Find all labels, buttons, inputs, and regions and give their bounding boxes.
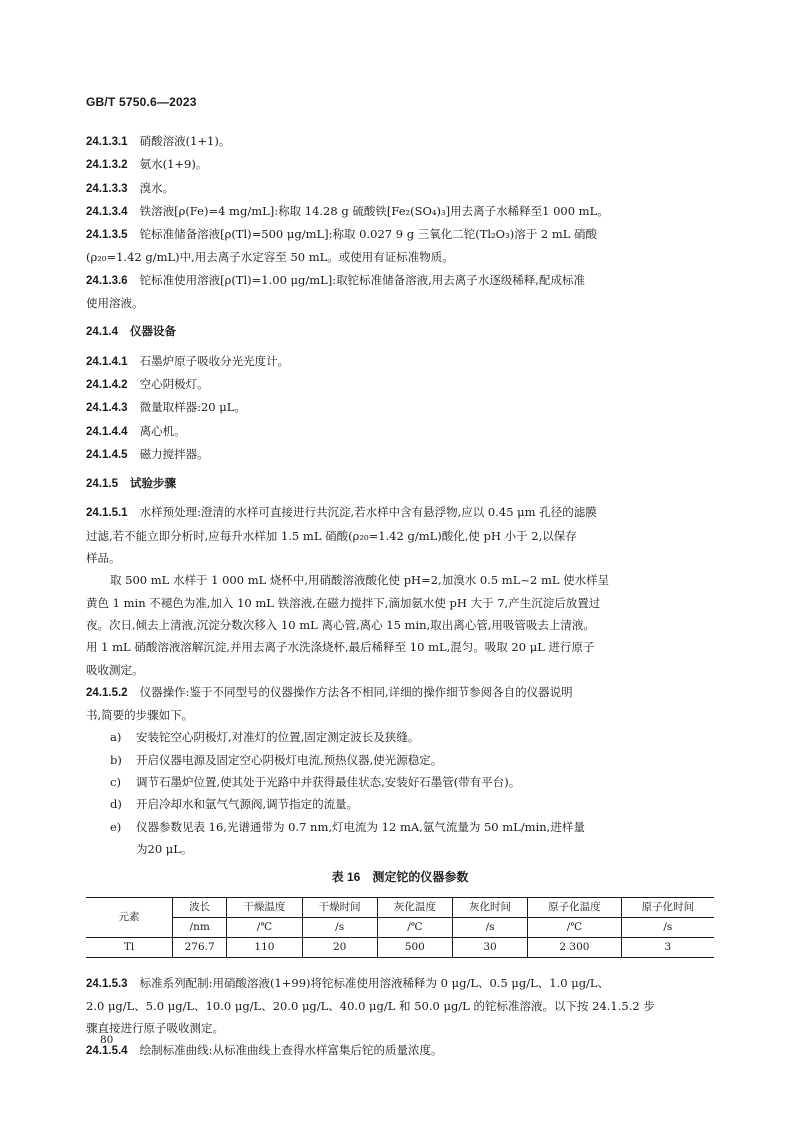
clause-24-1-3-6 [86,269,714,292]
clause-text: 氨水(1+9)。 [139,157,208,172]
table-cell: 500 [377,937,452,957]
step-text: 调节石墨炉位置,使其处于光路中并获得最佳状态,安装好石墨管(带有平台)。 [136,775,521,790]
step-c [86,771,714,793]
clause-number: 24.1.3.3 [86,182,128,195]
clause-number: 24.1.5.2 [86,686,128,699]
table-caption: 表 16 测定铊的仪器参数 [331,870,469,885]
column-unit: /℃ [528,917,622,937]
step-e [86,816,714,838]
document-body [86,130,714,1063]
clause-24-1-3-2 [86,153,714,176]
column-header: 灰化时间 [452,897,527,917]
clause-text: 石墨炉原子吸收分光光度计。 [139,353,290,368]
post-table-clauses [86,972,714,1063]
clause-number: 24.1.3.6 [86,274,128,287]
column-header: 波长 [173,897,227,917]
paragraph-line: 水样预处理:澄清的水样可直接进行共沉淀,若水样中含有悬浮物,应以 0.45 μm 孔径的滤膜 [139,505,597,520]
step-b [86,749,714,771]
step-label: a) [110,730,122,745]
column-unit: /℃ [377,917,452,937]
step-a [86,726,714,748]
table-cell: 2 300 [528,937,622,957]
column-header: 灰化温度 [377,897,452,917]
clause-number: 24.1.5.1 [86,507,128,520]
document-code-header: GB/T 5750.6—2023 [86,95,197,109]
table-cell: 3 [621,937,714,957]
clause-number: 24.1.5.3 [86,977,128,990]
column-header: 干燥时间 [302,897,377,917]
table-cell: Tl [86,937,173,957]
clause-number: 24.1.4.5 [86,448,128,461]
clause-text: 铊标准储备溶液[ρ(Tl)=500 μg/mL]:称取 0.027 9 g 三氧化二铊(Tl₂O₃)溶于 2 mL 硝酸 [139,227,598,242]
clause-text: 微量取样器:20 μL。 [139,400,246,415]
column-header: 原子化时间 [621,897,714,917]
paragraph-line: 仪器操作:鉴于不同型号的仪器操作方法各不相同,详细的操作细节参阅各自的仪器说明 [139,684,573,699]
column-unit: /s [302,917,377,937]
table-cell: 110 [227,937,302,957]
clause-text: 铁溶液[ρ(Fe)=4 mg/mL]:称取 14.28 g 硫酸铁[Fe₂(SO₄)₃]用去离子水稀释至1 000 mL。 [139,203,609,218]
paragraph-line: 过滤,若不能立即分析时,应每升水样加 1.5 mL 硝酸(ρ₂₀=1.42 g/mL)酸化,使 pH 小于 2,以保存 [86,528,577,543]
column-header-element: 元素 [86,897,173,937]
step-label: d) [110,797,122,812]
step-text: 开启仪器电源及固定空心阴极灯电流,预热仪器,使光源稳定。 [136,752,443,767]
clause-number: 24.1.3.2 [86,159,128,172]
clause-24-1-4-2 [86,373,714,396]
step-continuation: 为20 μL。 [136,841,193,856]
table-row [86,937,714,957]
step-label: c) [110,775,121,790]
paragraph-line: 标准系列配制:用硝酸溶液(1+99)将铊标准使用溶液稀释为 0 μg/L、0.5 μg/L、1.0 μg/L、 [139,975,610,990]
clause-text: 磁力搅拌器。 [139,446,209,461]
table-header-row-units [86,917,714,937]
column-unit: /nm [173,917,227,937]
table-header-row-names [86,897,714,917]
column-unit: /℃ [227,917,302,937]
procedure-body [86,501,714,860]
step-label: e) [110,819,122,834]
paragraph-line: 2.0 μg/L、5.0 μg/L、10.0 μg/L、20.0 μg/L、40.0 μg/L 和 50.0 μg/L 的铊标准溶液。以下按 24.1.5.2 步 [86,998,655,1013]
clause-24-1-3-5 [86,223,714,246]
section-heading-procedure [86,472,714,495]
paragraph-line: 吸收测定。 [86,662,144,677]
clause-number: 24.1.3.1 [86,136,128,148]
clause-24-1-3-3 [86,177,714,200]
section-number: 24.1.4 [86,326,118,339]
clause-number: 24.1.3.4 [86,205,128,218]
clause-24-1-4-5 [86,443,714,466]
step-text: 开启冷却水和氩气气源阀,调节指定的流量。 [136,797,359,812]
paragraph-line: 用 1 mL 硝酸溶液溶解沉淀,并用去离子水洗涤烧杯,最后稀释至 10 mL,混匀。吸取 20 μL 进行原子 [86,640,595,655]
clause-number: 24.1.5.4 [86,1045,128,1058]
clause-24-1-3-1 [86,130,714,153]
clause-24-1-5-4 [86,1039,714,1062]
clause-text: 空心阴极灯。 [139,376,209,391]
paragraph-line: 样品。 [86,551,121,566]
clause-text: 铊标准使用溶液[ρ(Tl)=1.00 μg/mL]:取铊标准储备溶液,用去离子水逐级稀释,配成标准 [139,272,585,287]
clause-24-1-5-1 [86,501,714,524]
reagents-list [86,130,714,314]
clause-24-1-4-1 [86,350,714,373]
section-number: 24.1.5 [86,478,118,491]
clause-text: 离心机。 [139,423,186,438]
page-number: 80 [100,1034,114,1046]
paragraph-line: 取 500 mL 水样于 1 000 mL 烧杯中,用硝酸溶液酸化使 pH=2,加溴水 0.5 mL~2 mL 使水样呈 [110,573,610,588]
table-cell: 276.7 [173,937,227,957]
paragraph-line: 绘制标准曲线:从标准曲线上查得水样富集后铊的质量浓度。 [139,1043,443,1058]
clause-text: 硝酸溶液(1+1)。 [139,134,231,148]
paragraph-line: 黄色 1 min 不褪色为准,加入 10 mL 铁溶液,在磁力搅拌下,滴加氨水使 pH 大于 7,产生沉淀后放置过 [86,595,601,610]
clause-24-1-5-2 [86,681,714,704]
clause-24-1-4-3 [86,396,714,419]
clause-number: 24.1.4.1 [86,355,128,368]
clause-number: 24.1.4.2 [86,378,128,391]
table-cell: 20 [302,937,377,957]
clause-text: 溴水。 [139,180,175,195]
step-d [86,793,714,815]
clause-continuation: (ρ₂₀=1.42 g/mL)中,用去离子水定容至 50 mL。或使用有证标准物质。 [86,250,454,265]
step-text: 安装铊空心阴极灯,对准灯的位置,固定测定波长及狭缝。 [136,730,420,745]
paragraph-line: 书,简要的步骤如下。 [86,708,194,723]
table-cell: 30 [452,937,527,957]
clause-continuation: 使用溶液。 [86,296,144,311]
clause-number: 24.1.4.4 [86,425,128,438]
instrument-parameters-table [86,897,714,958]
step-label: b) [110,752,122,767]
clause-24-1-4-4 [86,420,714,443]
clause-number: 24.1.4.3 [86,402,128,415]
column-unit: /s [621,917,714,937]
column-header: 原子化温度 [528,897,622,917]
step-text: 仪器参数见表 16,光谱通带为 0.7 nm,灯电流为 12 mA,氩气流量为 50 mL/min,进样量 [136,819,585,834]
section-heading-instruments [86,320,714,343]
clause-number: 24.1.3.5 [86,229,128,242]
clause-24-1-3-4 [86,200,714,223]
column-unit: /s [452,917,527,937]
instruments-list [86,350,714,466]
section-title: 仪器设备 [129,326,176,339]
section-title: 试验步骤 [129,478,176,491]
column-header: 干燥温度 [227,897,302,917]
paragraph-line: 夜。次日,倾去上清液,沉淀分数次移入 10 mL 离心管,离心 15 min,取出离心管,用吸管吸去上清液。 [86,617,595,632]
clause-24-1-5-3 [86,972,714,995]
paragraph-line: 骤直接进行原子吸收测定。 [86,1021,224,1036]
